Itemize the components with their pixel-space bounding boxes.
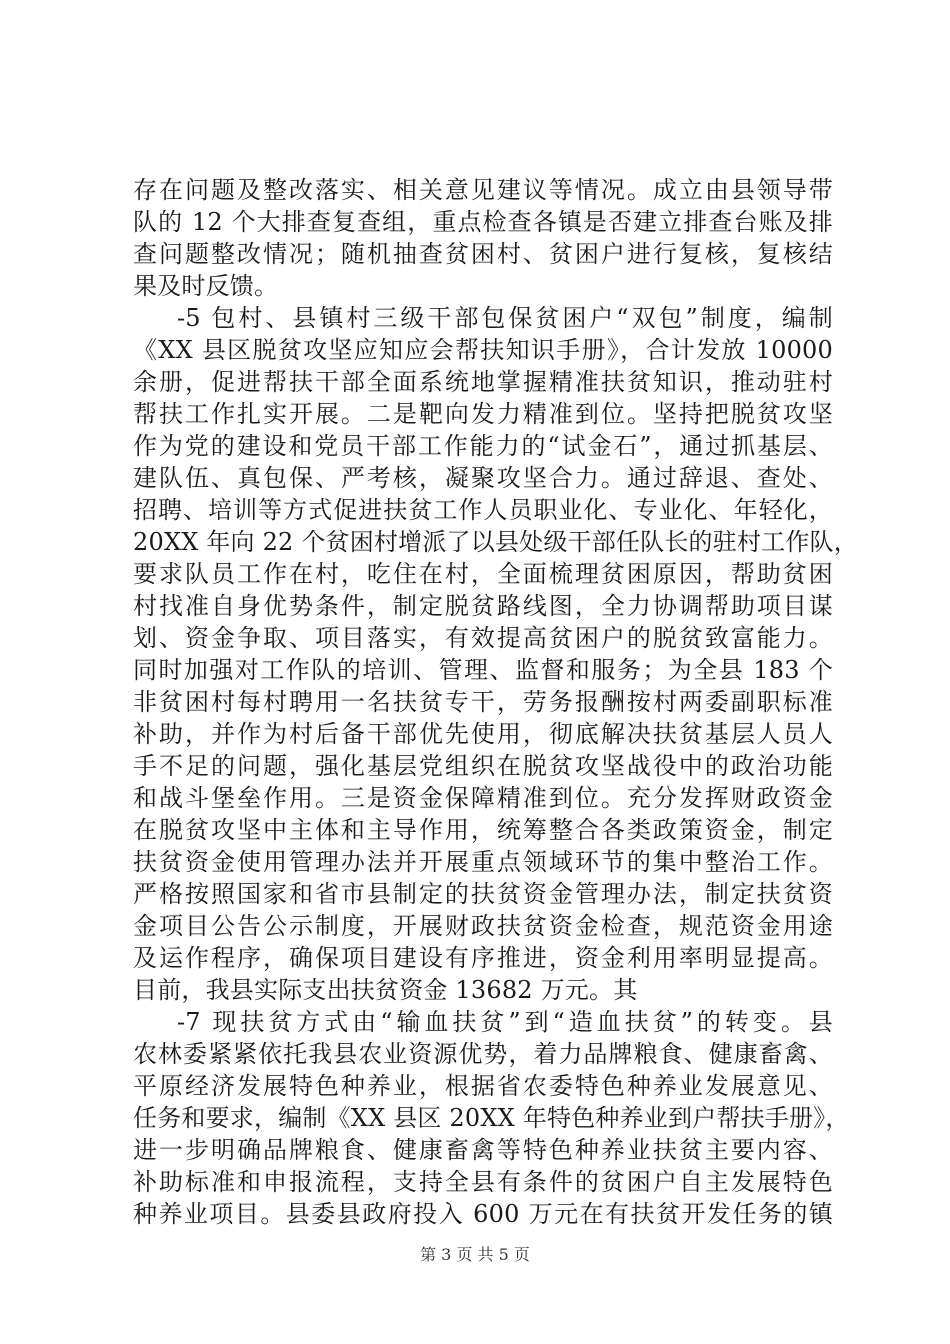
text-line: 非贫困村每村聘用一名扶贫专干，劳务报酬按村两委副职标准 [133, 688, 833, 716]
text-line: 农林委紧紧依托我县农业资源优势，着力品牌粮食、健康畜禽、 [133, 1040, 833, 1068]
text-line: 平原经济发展特色种养业，根据省农委特色种养业发展意见、 [133, 1072, 833, 1100]
text-line: 划、资金争取、项目落实，有效提高贫困户的脱贫致富能力。 [133, 624, 833, 652]
text-line: 扶贫资金使用管理办法并开展重点领域环节的集中整治工作。 [133, 848, 833, 876]
text-line: 建队伍、真包保、严考核，凝聚攻坚合力。通过辞退、查处、 [133, 464, 833, 492]
text-line: 金项目公告公示制度，开展财政扶贫资金检查，规范资金用途 [133, 912, 833, 940]
text-line: 同时加强对工作队的培训、管理、监督和服务；为全县 183 个 [133, 656, 833, 684]
text-line: 《XX 县区脱贫攻坚应知应会帮扶知识手册》，合计发放 10000 [133, 336, 833, 364]
text-line: 补助标准和申报流程，支持全县有条件的贫困户自主发展特色 [133, 1168, 833, 1196]
text-line: 作为党的建设和党员干部工作能力的“试金石”，通过抓基层、 [133, 432, 833, 460]
text-line: 余册，促进帮扶干部全面系统地掌握精准扶贫知识，推动驻村 [133, 368, 833, 396]
text-line: 村找准自身优势条件，制定脱贫路线图，全力协调帮助项目谋 [133, 592, 833, 620]
text-line: 及运作程序，确保项目建设有序推进，资金利用率明显提高。 [133, 944, 833, 972]
text-line: 严格按照国家和省市县制定的扶贫资金管理办法，制定扶贫资 [133, 880, 833, 908]
text-line: 要求队员工作在村，吃住在村，全面梳理贫困原因，帮助贫困 [133, 560, 833, 588]
text-line: 果及时反馈。 [133, 272, 279, 300]
document-body [133, 174, 858, 1230]
text-line: 20XX 年向 22 个贫困村增派了以县处级干部任队长的驻村工作队， [133, 528, 858, 556]
text-line: 在脱贫攻坚中主体和主导作用，统筹整合各类政策资金，制定 [133, 816, 833, 844]
text-line: 帮扶工作扎实开展。二是靶向发力精准到位。坚持把脱贫攻坚 [133, 400, 833, 428]
text-line: 查问题整改情况；随机抽查贫困村、贫困户进行复核，复核结 [133, 240, 833, 268]
text-line: 手不足的问题，强化基层党组织在脱贫攻坚战役中的政治功能 [133, 752, 833, 780]
text-line: 目前，我县实际支出扶贫资金 13682 万元。其 [133, 976, 638, 1004]
text-line: -7 现扶贫方式由“输血扶贫”到“造血扶贫”的转变。县 [177, 1008, 833, 1036]
text-line: 和战斗堡垒作用。三是资金保障精准到位。充分发挥财政资金 [133, 784, 833, 812]
text-line: 招聘、培训等方式促进扶贫工作人员职业化、专业化、年轻化， [133, 496, 833, 524]
text-line: 进一步明确品牌粮食、健康畜禽等特色种养业扶贫主要内容、 [133, 1136, 833, 1164]
page-footer: 第 3 页 共 5 页 [420, 1245, 530, 1264]
text-line: 补助，并作为村后备干部优先使用，彻底解决扶贫基层人员人 [133, 720, 833, 748]
text-line: 种养业项目。县委县政府投入 600 万元在有扶贫开发任务的镇 [133, 1200, 833, 1228]
text-line: 任务和要求，编制《XX 县区 20XX 年特色种养业到户帮扶手册》， [133, 1104, 850, 1132]
text-line: 存在问题及整改落实、相关意见建议等情况。成立由县领导带 [133, 176, 833, 204]
text-line: -5 包村、县镇村三级干部包保贫困户“双包”制度，编制 [177, 304, 833, 332]
text-line: 队的 12 个大排查复查组，重点检查各镇是否建立排查台账及排 [133, 208, 833, 236]
